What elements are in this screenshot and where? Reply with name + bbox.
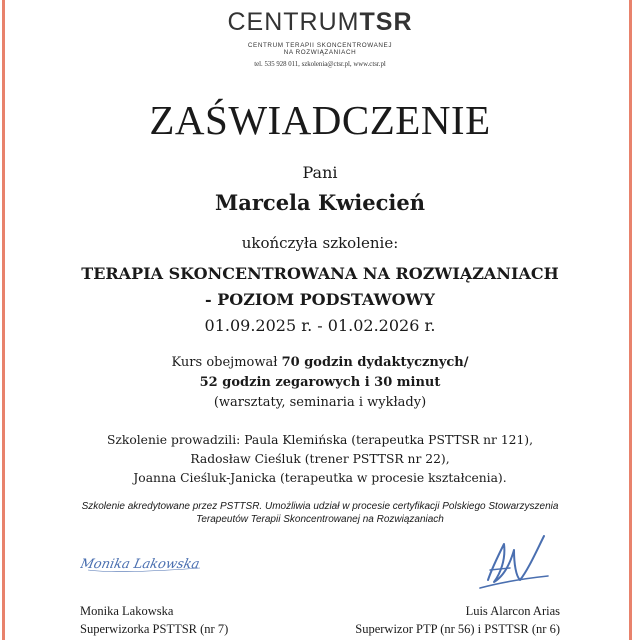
signatory-left-name: Monika Lakowska [80,604,174,618]
logo-subtitle-line2: NA ROZWIĄZANIACH [283,49,357,56]
signatory-left-role: Superwizorka PSTTSR (nr 7) [80,622,229,636]
logo-word-centrum: CENTRUM [227,8,360,36]
course-dates: 01.09.2025 r. - 01.02.2026 r. [204,316,436,335]
recipient-name: Marcela Kwiecień [214,190,426,215]
certificate-title: ZAŚWIADCZENIE [149,97,491,143]
hours-line1 [0,355,640,370]
leaders-line3: Joanna Cieśluk-Janicka (terapeutka w procesie kształcenia). [133,471,507,485]
hours-prefix: Kurs obejmował [171,355,282,370]
logo-subtitle-line1: CENTRUM TERAPII SKONCENTROWANEJ [247,42,393,49]
hours-line3: (warsztaty, seminaria i wykłady) [213,395,427,410]
course-title-line2: - POZIOM PODSTAWOWY [205,290,435,309]
logo [0,8,640,37]
signature-left [80,548,210,582]
signatory-right-name: Luis Alarcon Arias [465,604,560,618]
logo-word-tsr: TSR [359,8,413,36]
signatory-right [355,602,560,638]
accreditation-line2: Terapeutów Terapii Skoncentrowanej na Rozwiązaniach [196,514,444,525]
course-title-line1: TERAPIA SKONCENTROWANA NA ROZWIĄZANIACH [81,264,559,283]
leaders-line2: Radosław Cieśluk (trener PSTTSR nr 22), [190,452,450,466]
contact-line: tel. 535 928 011, szkolenia@ctsr.pl, www.ctsr.pl [254,61,386,68]
hours-didactic: 70 godzin dydaktycznych/ [281,355,469,370]
accreditation-line1: Szkolenie akredytowane przez PSTTSR. Umożliwia udział w procesie certyfikacji Polskiego Stowarzyszenia [81,501,559,512]
leaders-line1: Szkolenie prowadzili: Paula Klemińska (terapeutka PSTTSR nr 121), [106,433,533,447]
signatory-left [80,602,228,638]
hours-line2: 52 godzin zegarowych i 30 minut [199,375,441,390]
signature-right [470,530,560,596]
signatory-right-role: Superwizor PTP (nr 56) i PSTTSR (nr 6) [355,622,560,636]
signature-left-text: Monika Lakowska [80,557,201,572]
completed-text: ukończyła szkolenie: [241,234,399,252]
salutation: Pani [302,163,338,182]
